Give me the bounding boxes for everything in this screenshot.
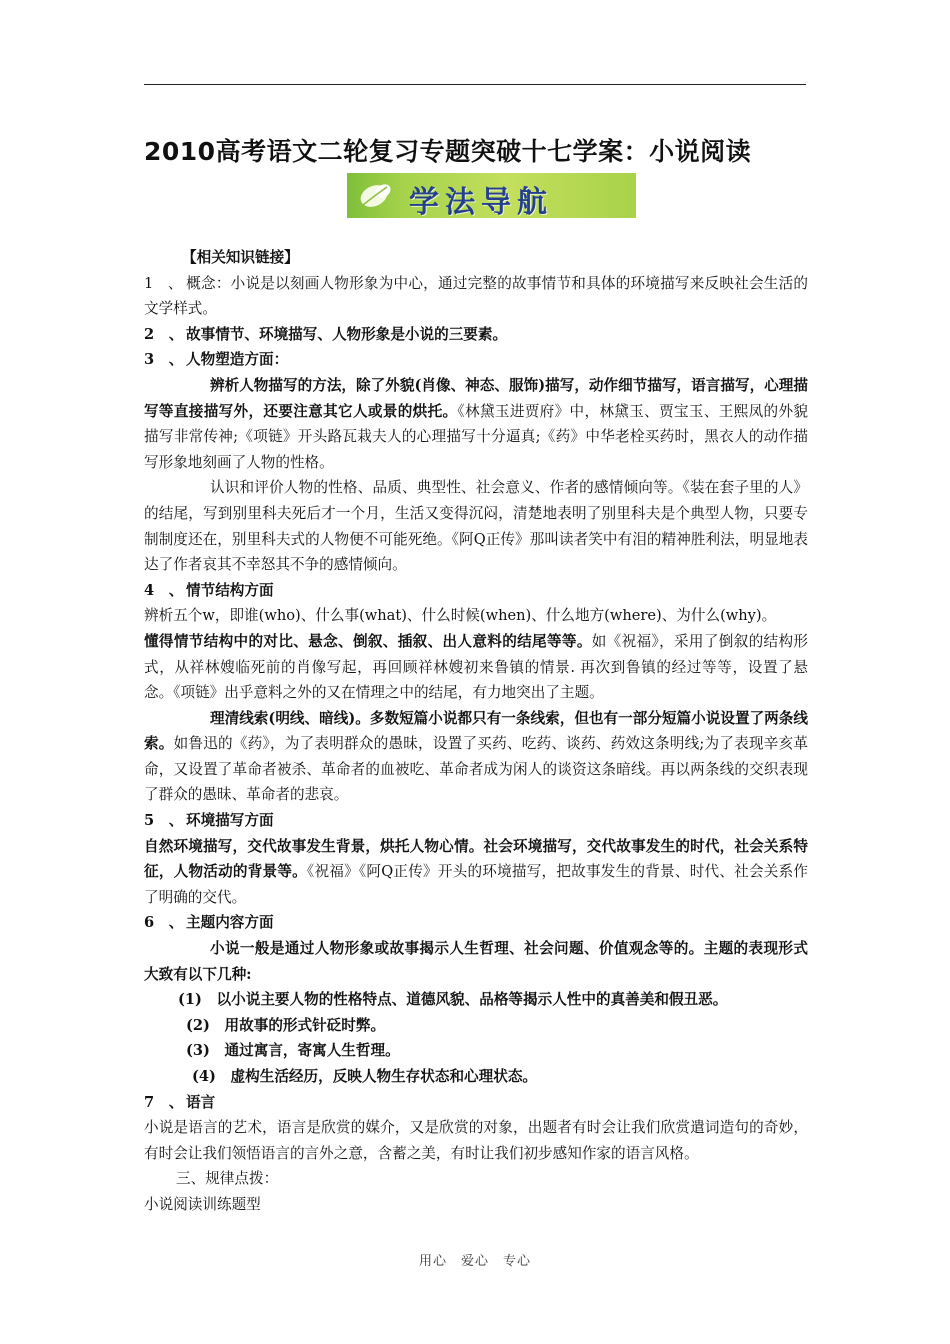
section-heading: 【相关知识链接】 <box>182 249 299 266</box>
header-rule <box>144 84 806 85</box>
bold-text: 辨析人物描写的方法，除了外貌(肖像、神态、服饰)描写，动作细节描写，语言描写，心理描写等直接描写外，还要注意其它人或景的烘托。 <box>144 376 808 420</box>
item-number: 1 、 <box>144 274 183 292</box>
paragraph-4b <box>144 629 808 706</box>
theme-item-2: (2) 用故事的形式针砭时弊。 <box>186 1016 386 1034</box>
document-body <box>144 245 808 1218</box>
item-number: 6 、 <box>144 914 184 932</box>
paragraph-text: 《林黛玉进贾府》中，林黛玉、贾宝玉、王熙凤的外貌描写非常传神;《项链》开头路瓦栽夫人的心理描写十分逼真;《药》中华老栓买药时，黑衣人的动作描写形象地刻画了人物的性格。 <box>144 402 808 471</box>
item-number: 2 、 <box>144 325 184 343</box>
page-footer: 用心 爱心 专心 <box>418 1254 531 1269</box>
paragraph-3a <box>144 373 808 475</box>
paragraph-text: 《祝福》《阿Q正传》开头的环境描写，把故事发生的背景、时代、社会关系作了明确的交代。 <box>144 863 808 906</box>
paragraph-2 <box>144 322 808 348</box>
paragraph-text: 故事情节、环境描写、人物形象是小说的三要素。 <box>186 325 508 343</box>
paragraph-text: 主题内容方面 <box>186 914 274 932</box>
paragraph-3b: 认识和评价人物的性格、品质、典型性、社会意义、作者的感情倾向等。《装在套子里的人》的结尾，写到别里科夫死后才一个月，生活又变得沉闷，清楚地表明了别里科夫是个典型人物，只要专制制度还在，别里科夫式的人物便不可能死绝。《阿Q正传》那叫读者笑中有泪的精神胜利法，明显地表达了作者哀其不幸怒其不争的感情倾向。 <box>144 479 808 574</box>
question-types-heading: 小说阅读训练题型 <box>144 1195 261 1213</box>
paragraph-text: 语言 <box>186 1093 216 1111</box>
banner-title: 学法导航 <box>409 185 553 218</box>
paragraph-text: 情节结构方面 <box>186 581 274 599</box>
item-number: 3 、 <box>144 351 184 369</box>
banner-image <box>347 173 636 218</box>
paragraph-4a: 辨析五个w，即谁(who)、什么事(what)、什么时候(when)、什么地方(where)、为什么(why)。 <box>144 607 777 625</box>
theme-item-1: (1) 以小说主要人物的性格特点、道德风貌、品格等揭示人性中的真善美和假丑恶。 <box>178 991 728 1009</box>
paragraph-5a <box>144 834 808 911</box>
item-number: 5 、 <box>144 812 184 830</box>
paragraph-text: 概念：小说是以刻画人物形象为中心，通过完整的故事情节和具体的环境描写来反映社会生活的文学样式。 <box>144 274 808 318</box>
bold-text: 自然环境描写，交代故事发生背景，烘托人物心情。社会环境描写，交代故事发生的时代，社会关系特征，人物活动的背景等。 <box>144 837 808 881</box>
paragraph-7 <box>144 1090 808 1116</box>
paragraph-6 <box>144 910 808 936</box>
paragraph-1 <box>144 271 808 322</box>
paragraph-6a: 小说一般是通过人物形象或故事揭示人生哲理、社会问题、价值观念等的。主题的表现形式大致有以下几种: <box>144 940 808 983</box>
paragraph-5 <box>144 808 808 834</box>
leaf-icon <box>357 179 395 211</box>
document-title: 2010高考语文二轮复习专题突破十七学案：小说阅读 <box>144 137 752 166</box>
bold-text: 懂得情节结构中的对比、悬念、倒叙、插叙、出人意料的结尾等等。 <box>144 632 592 650</box>
paragraph-text: 如《祝福》，采用了倒叙的结构形式，从祥林嫂临死前的肖像写起，再回顾祥林嫂初来鲁镇的情景. 再次到鲁镇的经过等等，设置了悬念。《项链》出乎意料之外的又在情理之中的结尾，有力地突出了主题。 <box>144 632 808 702</box>
theme-item-4: (4) 虚构生活经历，反映人物生存状态和心理状态。 <box>192 1068 538 1085</box>
paragraph-4 <box>144 578 808 604</box>
paragraph-3 <box>144 347 808 373</box>
paragraph-text: 如鲁迅的《药》，为了表明群众的愚昧，设置了买药、吃药、谈药、药效这条明线;为了表现辛亥革命，又设置了革命者被杀、革命者的血被吃、革命者成为闲人的谈资这条暗线。再以两条线的交织表现了群众的愚昧、革命者的悲哀。 <box>144 735 808 804</box>
bold-text: 理清线索(明线、暗线)。多数短篇小说都只有一条线索，但也有一部分短篇小说设置了两条线索。 <box>144 709 808 753</box>
item-number: 4 、 <box>144 581 184 599</box>
rules-heading: 三、规律点拨： <box>176 1170 279 1188</box>
theme-item-3: (3) 通过寓言，寄寓人生哲理。 <box>186 1042 400 1060</box>
paragraph-4c <box>144 706 808 808</box>
paragraph-text: 人物塑造方面： <box>186 351 289 369</box>
item-number: 7 、 <box>144 1093 184 1111</box>
paragraph-7a: 小说是语言的艺术，语言是欣赏的媒介，又是欣赏的对象，出题者有时会让我们欣赏遣词造句的奇妙，有时会让我们领悟语言的言外之意，含蓄之美，有时让我们初步感知作家的语言风格。 <box>144 1119 808 1162</box>
paragraph-text: 环境描写方面 <box>186 812 274 830</box>
